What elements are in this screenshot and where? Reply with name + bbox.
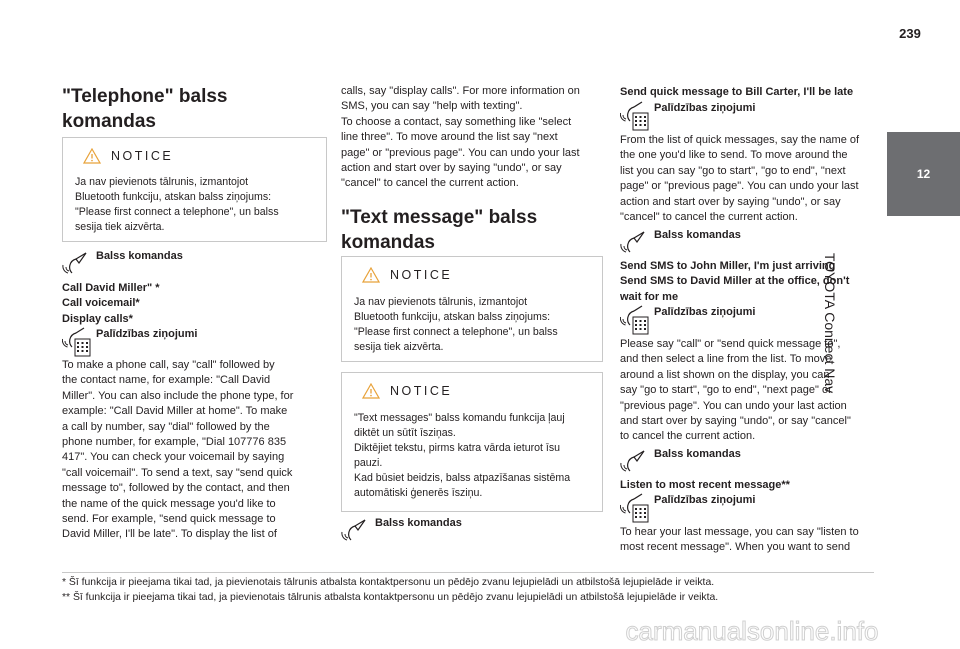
listen-message-help-text: To hear your last message, you can say "listen to most recent message". When you want to send <box>620 526 859 554</box>
voice-commands-label: Balss komandas <box>654 229 741 241</box>
help-messages-row <box>620 305 755 335</box>
side-title-wrap <box>822 225 940 425</box>
help-messages-label: Palīdzības ziņojumi <box>96 328 198 340</box>
page-number: 239 <box>899 26 921 41</box>
notice-header <box>362 267 452 283</box>
notice-text: Ja nav pievienots tālrunis, izmantojot Bluetooth funkciju, atskan balss ziņojums: "Please first connect a telephone", un balss sesija tiek aizvērta. <box>354 296 558 353</box>
help-messages-label: Palīdzības ziņojumi <box>654 102 756 114</box>
voice-command-icon <box>620 228 650 254</box>
text-message-heading: "Text message" balss komandas <box>341 207 538 253</box>
notice-box-sms-connect <box>341 256 603 362</box>
watermark <box>0 606 960 649</box>
notice-label: NOTICE <box>390 268 453 282</box>
voice-command-icon <box>620 447 650 473</box>
side-title: TOYOTA Connect Nav <box>822 252 838 394</box>
notice-text: "Text messages" balss komandu funkcija ļauj diktēt un sūtīt īsziņas. Diktējiet tekstu, pirms katra vārda ieturot īsu pauzi. Kad būsiet beidzis, balss atpazīšanas sistēma automātiski ģenerēs īsziņu. <box>354 412 571 499</box>
warning-icon <box>83 148 101 164</box>
voice-commands-row <box>341 516 462 542</box>
voice-commands-label: Balss komandas <box>375 517 462 529</box>
voice-commands-row <box>620 228 741 254</box>
notice-label: NOTICE <box>390 384 453 398</box>
telephone-heading: "Telephone" balss komandas <box>62 86 228 132</box>
telephone-help-text: To make a phone call, say "call" followed by the contact name, for example: "Call David Miller". You can also include the phone type, for example: "Call David Miller at home". To make a call by number, say "dial" followed by the phone number, for example, "Dial 107776 835 417". You can check your voicemail by saying "call voicemail". To send a text, say "send quick message to", followed by the contact, and then the name of the quick message you'd like to send. For example, "send quick message to David Miller, I'll be late". To display the list of <box>62 359 294 541</box>
voice-commands-label: Balss komandas <box>654 448 741 460</box>
listen-message-command: Listen to most recent message** <box>620 479 790 491</box>
notice-text: Ja nav pievienots tālrunis, izmantojot Bluetooth funkciju, atskan balss ziņojums: "Please first connect a telephone", un balss sesija tiek aizvērta. <box>75 176 279 233</box>
help-messages-icon <box>620 493 650 523</box>
quick-message-help-text: From the list of quick messages, say the name of the one you'd like to send. To move around the list you can say "go to start", "go to end", "next page" or "previous page". You can undo your last action and start over by saying "undo", or say "cancel" to cancel the current action. <box>620 134 860 224</box>
voice-commands-row <box>62 249 183 275</box>
voice-command-icon <box>341 516 371 542</box>
send-sms-help-text: Please say "call" or "send quick message to", and then select a line from the list. To move around a list shown on the display, you can say "go to start", "go to end", "next page" or "previous page". You can undo your last action and start over by saying "undo", or say "cancel" to cancel the current action. <box>620 338 851 443</box>
help-messages-icon <box>620 305 650 335</box>
help-messages-row <box>620 101 755 131</box>
help-messages-row <box>620 493 755 523</box>
chapter-tab[interactable]: 12 <box>887 132 960 216</box>
notice-box-sms-dictation <box>341 372 603 512</box>
help-messages-icon <box>620 101 650 131</box>
notice-label: NOTICE <box>111 149 174 163</box>
voice-commands-label: Balss komandas <box>96 250 183 262</box>
footnotes: * Šī funkcija ir pieejama tikai tad, ja pievienotais tālrunis atbalsta kontaktpersonu un pēdējo zvanu lejupielādi un atbilstošā lejupielāde ir veikta. ** Šī funkcija ir pieejama tikai tad, ja pievienotais tālrunis atbalsta kontaktpersonu un pēdējo zvanu lejupielādi un atbilstošā lejupielāde ir veikta. <box>62 577 719 603</box>
help-messages-row <box>62 327 197 357</box>
calls-continuation-text: calls, say "display calls". For more information on SMS, you can say "help with texting". To choose a contact, say something like "select line three". To move around the list say "next page" or "previous page". You can undo your last action and start over by saying "undo", or say "cancel" to cancel the current action. <box>341 85 580 190</box>
help-messages-label: Palīdzības ziņojumi <box>654 306 756 318</box>
notice-header <box>362 383 452 399</box>
notice-header <box>83 148 173 164</box>
warning-icon <box>362 383 380 399</box>
footnote-divider <box>62 572 874 573</box>
send-sms-commands: Send SMS to John Miller, I'm just arriving Send SMS to David Miller at the office, don't wait for me <box>620 260 850 303</box>
telephone-commands: Call David Miller" * Call voicemail* Display calls* <box>62 282 160 325</box>
voice-commands-row <box>620 447 741 473</box>
notice-box-telephone <box>62 137 327 242</box>
help-messages-label: Palīdzības ziņojumi <box>654 494 756 506</box>
quick-message-command: Send quick message to Bill Carter, I'll be late <box>620 86 854 98</box>
voice-command-icon <box>62 249 92 275</box>
help-messages-icon <box>62 327 92 357</box>
watermark-text: carmanualsonline.info <box>625 616 879 646</box>
warning-icon <box>362 267 380 283</box>
